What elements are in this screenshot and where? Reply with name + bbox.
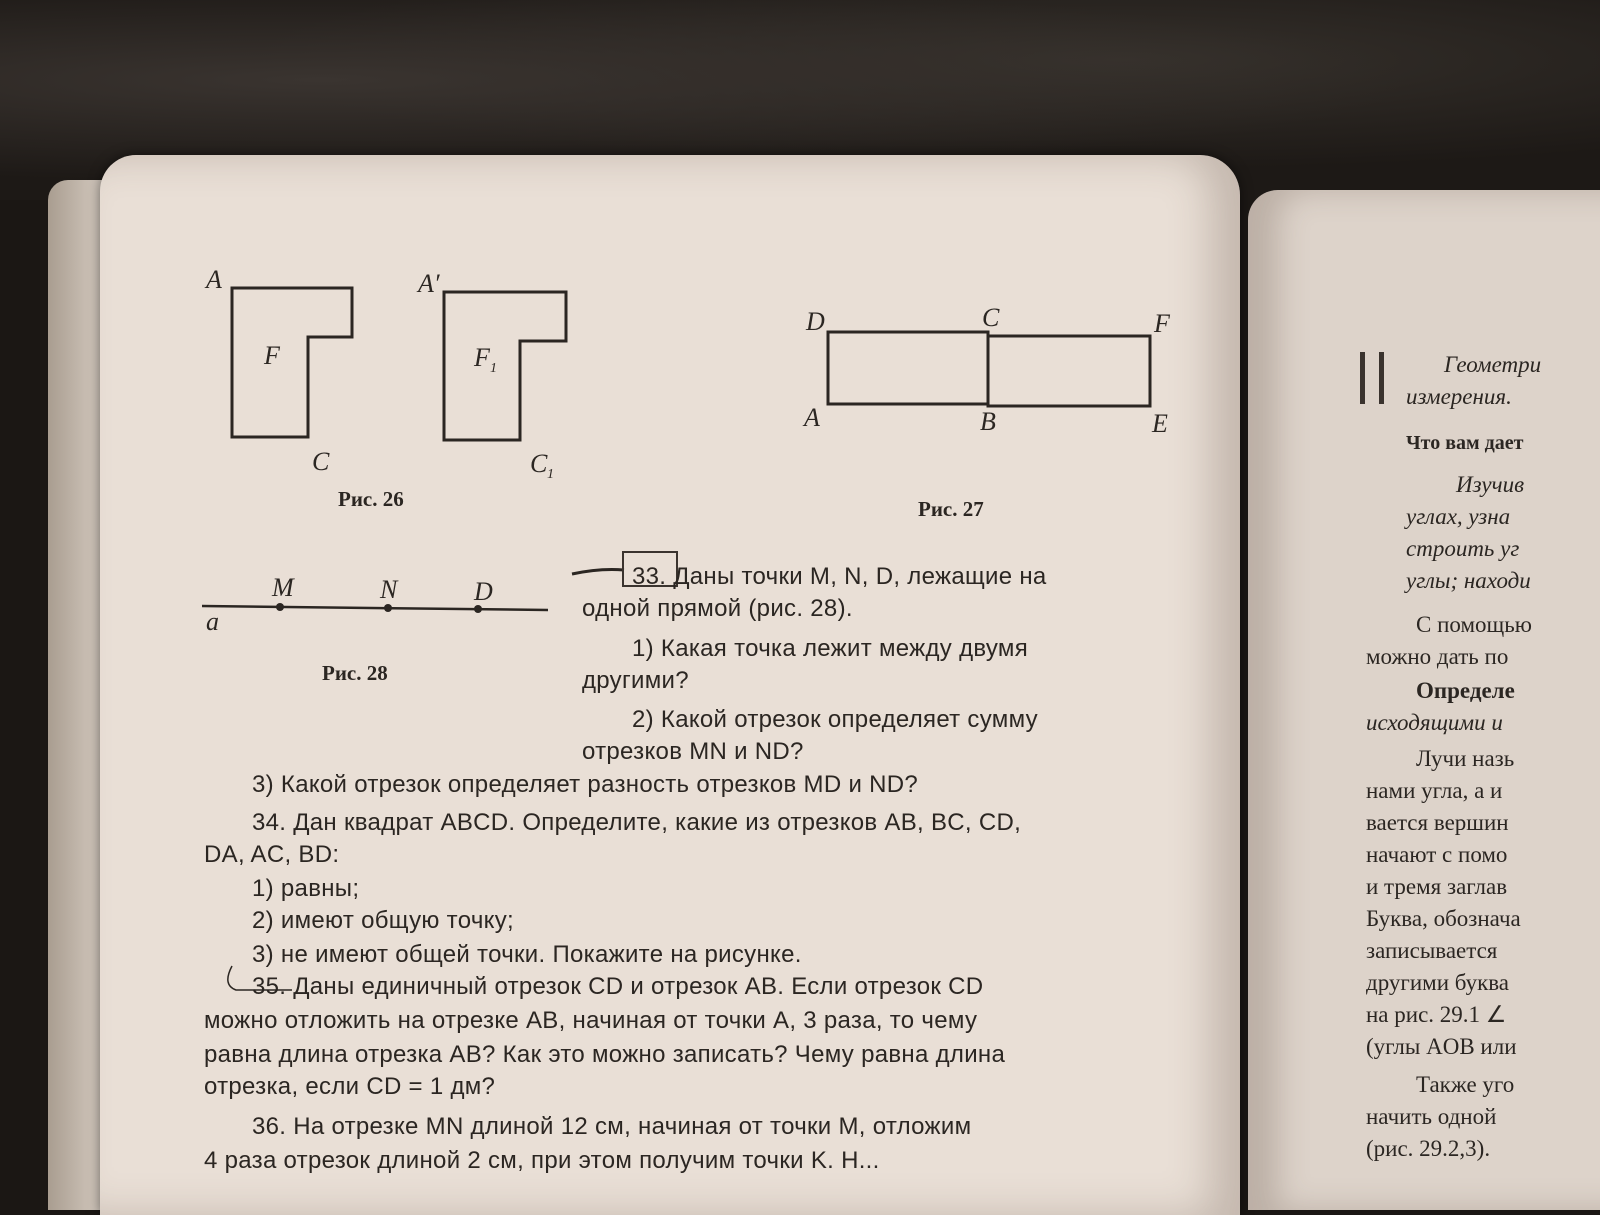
fig26-label-F: F <box>264 341 280 370</box>
right-line-6: строить уг <box>1406 536 1520 561</box>
fig26-label-F1: F <box>474 343 490 372</box>
right-line-12: Лучи назь <box>1416 746 1515 771</box>
figure-27 <box>802 303 1171 521</box>
rectangle-ABCD <box>828 332 988 404</box>
fig28-caption: Рис. 28 <box>322 661 388 685</box>
fig27-label-A: A <box>804 403 820 432</box>
right-line-14: вается вершин <box>1366 810 1509 835</box>
right-line-3: Что вам дает <box>1406 432 1524 454</box>
text-line-11: 2) имеют общую точку; <box>252 907 514 934</box>
text-line-6: отрезков MN и ND? <box>582 738 804 765</box>
text-line-12: 3) не имеют общей точки. Покажите на рисунке. <box>252 941 802 968</box>
right-line-15: начают с помо <box>1366 842 1508 867</box>
rectangle-BCFE <box>988 336 1150 406</box>
fig27-label-B: B <box>980 407 996 436</box>
right-line-4: Изучив <box>1456 472 1525 497</box>
text-line-8: 34. Дан квадрат ABCD. Определите, какие из отрезков AB, BC, CD, <box>252 809 1022 836</box>
shape-F <box>232 288 352 437</box>
text-line-7: 3) Какой отрезок определяет разность отрезков MD и ND? <box>252 771 919 798</box>
fig26-label-C1: C <box>530 449 548 478</box>
fig26-label-A-prime: A′ <box>418 269 440 298</box>
fig28-label-a: a <box>206 607 219 636</box>
text-line-13: 35. Даны единичный отрезок CD и отрезок AB. Если отрезок CD <box>252 973 984 1000</box>
text-line-10: 1) равны; <box>252 875 360 902</box>
text-line-4: другими? <box>582 667 689 694</box>
fig27-label-F: F <box>1154 309 1170 338</box>
fig28-label-M: M <box>272 573 294 602</box>
section-bar-icon <box>1360 352 1384 404</box>
fig26-label-C: C <box>312 447 330 476</box>
fig28-label-N: N <box>380 575 398 604</box>
point-N <box>384 604 392 612</box>
fig27-label-E: E <box>1152 409 1168 438</box>
text-line-3: 1) Какая точка лежит между двумя <box>632 635 1029 662</box>
text-line-15: равна длина отрезка AB? Как это можно записать? Чему равна длина <box>204 1041 1006 1068</box>
right-line-19: другими буква <box>1366 970 1510 995</box>
fig27-label-D: D <box>806 307 825 336</box>
right-line-10: Определе <box>1416 678 1515 703</box>
right-line-16: и тремя заглав <box>1366 874 1508 899</box>
right-line-23: начить одной <box>1366 1104 1497 1129</box>
figure-28 <box>202 573 548 685</box>
text-line-5: 2) Какой отрезок определяет сумму <box>632 706 1038 733</box>
fig26-label-C1-subscript: 1 <box>547 467 554 482</box>
fig26-caption: Рис. 26 <box>338 487 404 511</box>
text-line-2: одной прямой (рис. 28). <box>582 595 853 622</box>
text-line-9: DA, AC, BD: <box>204 841 340 868</box>
right-line-13: нами угла, а и <box>1366 778 1503 803</box>
point-D <box>474 605 482 613</box>
fig27-caption: Рис. 27 <box>918 497 984 521</box>
text-line-14: можно отложить на отрезке AB, начиная от точки A, 3 раза, то чему <box>204 1007 978 1034</box>
right-line-9: можно дать по <box>1366 644 1509 669</box>
fig26-label-F1-subscript: 1 <box>490 361 497 376</box>
fig26-label-A: A <box>206 265 222 294</box>
right-line-8: С помощью <box>1416 612 1532 637</box>
right-line-18: записывается <box>1366 938 1498 963</box>
right-line-7: углы; находи <box>1406 568 1531 593</box>
right-line-11: исходящими и <box>1366 710 1503 735</box>
fig28-label-D: D <box>474 577 493 606</box>
right-line-20: на рис. 29.1 ∠ <box>1366 1002 1507 1027</box>
text-line-17: 36. На отрезке MN длиной 12 см, начиная от точки M, отложим <box>252 1113 972 1140</box>
point-M <box>276 603 284 611</box>
text-line-18: 4 раза отрезок длиной 2 см, при этом получим точки K. Н... <box>204 1147 880 1174</box>
right-line-17: Буква, обознача <box>1366 906 1521 931</box>
right-line-22: Также уго <box>1416 1072 1515 1097</box>
right-line-24: (рис. 29.2,3). <box>1366 1136 1491 1161</box>
right-line-21: (углы AOB или <box>1366 1034 1517 1059</box>
right-line-5: углах, узна <box>1406 504 1511 529</box>
text-line-1: 33. Даны точки M, N, D, лежащие на <box>632 563 1047 590</box>
shape-F1 <box>444 292 566 440</box>
figure-26 <box>204 265 566 511</box>
fig27-label-C: C <box>982 303 1000 332</box>
right-line-1: Геометри <box>1444 352 1542 377</box>
text-line-16: отрезка, если CD = 1 дм? <box>204 1073 496 1100</box>
right-page <box>1248 190 1600 1210</box>
pen-mark <box>572 570 624 575</box>
right-line-2: измерения. <box>1406 384 1512 409</box>
line-a <box>202 606 548 610</box>
